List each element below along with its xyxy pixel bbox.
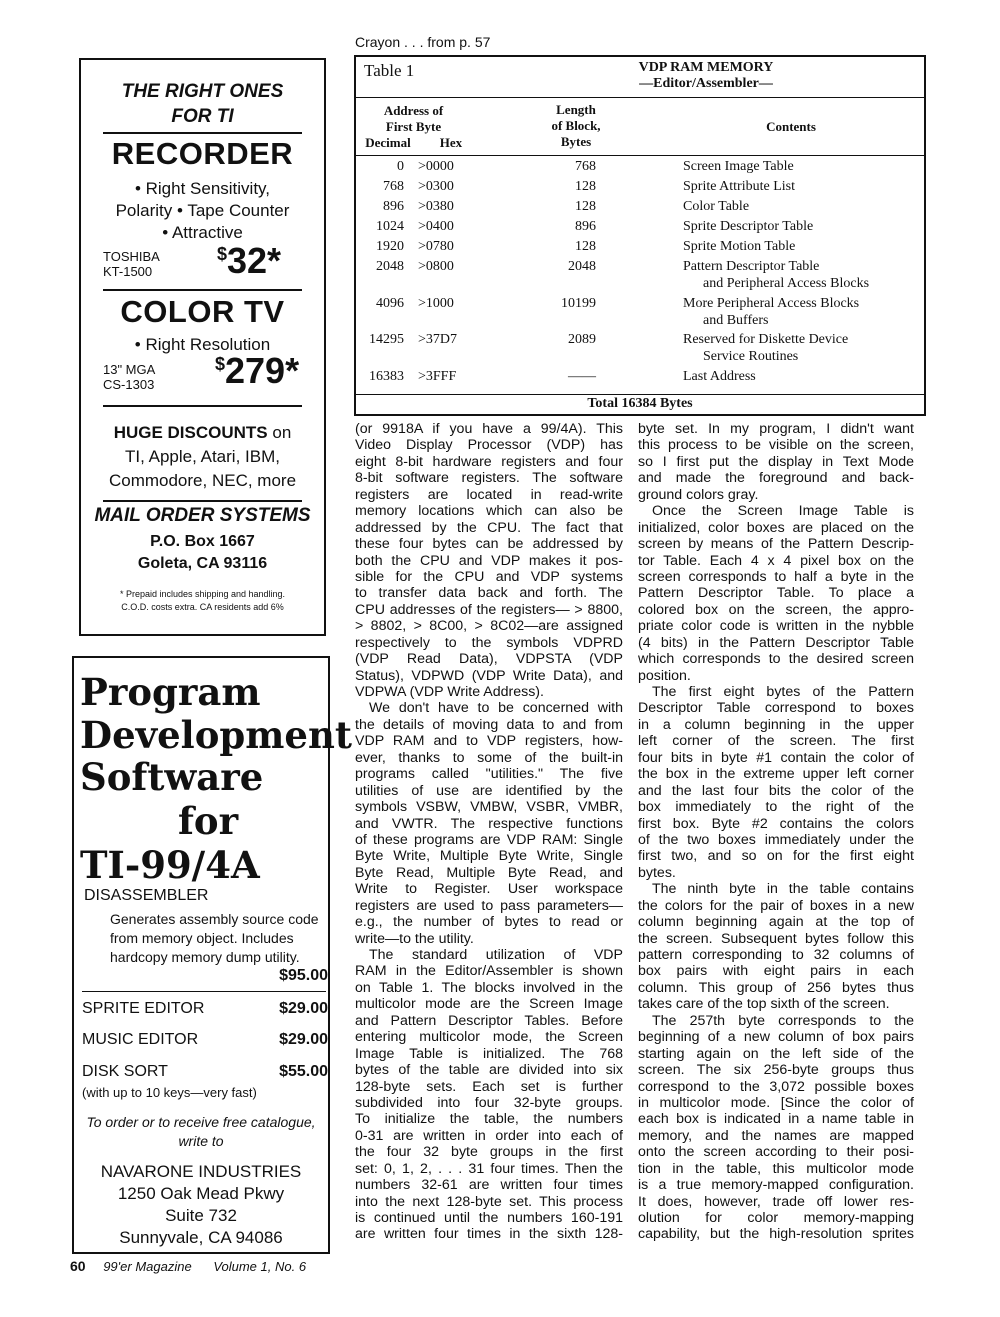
ad-headline-program: Program xyxy=(80,670,261,714)
text-line: in a column beginning in the upper xyxy=(638,716,914,733)
text-line: registers are used to pass parameters— xyxy=(355,897,623,914)
text-line: box immediately to the right of the xyxy=(638,799,914,816)
text-line: eight 8-bit hardware registers and four xyxy=(355,453,623,470)
row-decimal: 1024 xyxy=(376,219,404,234)
text-line: beginning of a new column of box pairs xyxy=(638,1029,914,1046)
text-line: Write to Register. User workspace xyxy=(355,881,623,898)
text-line: colored box on the screen, the appro- xyxy=(638,601,914,618)
tv-feature: • Right Resolution xyxy=(134,335,271,354)
text-line: bytes of the table are divided into six xyxy=(355,1062,623,1079)
text-line: symbols VSBW, VMBW, VSBR, VMBR, xyxy=(355,799,623,816)
text-line: The standard utilization of VDP xyxy=(369,947,623,963)
text-line: byte set. In my program, I didn't want xyxy=(638,421,914,437)
text-line: of these programs are VDP RAM: Single xyxy=(355,831,623,848)
disassembler-description: Generates assembly source code from memory object. Includes hardcopy memory dump utility. xyxy=(110,911,319,965)
text-line: subdivided into four 32-byte groups. xyxy=(355,1094,623,1111)
tv-model: 13" MGA CS-1303 xyxy=(103,362,156,392)
row-decimal: 1920 xyxy=(376,239,404,254)
text-line: write—to the utility. xyxy=(355,930,474,947)
text-line: tion in the table, this multicolor mode xyxy=(638,1160,914,1177)
table-rule xyxy=(356,155,924,156)
row-length: 768 xyxy=(575,159,596,174)
row-hex: >3FFF xyxy=(418,369,457,384)
text-line: this process to be visible on the screen, xyxy=(638,437,914,454)
text-line: is a true memory-mapped configuration. xyxy=(638,1177,914,1194)
text-line: Once the Screen Image Table is xyxy=(652,503,914,520)
city-zip: Goleta, CA 93116 xyxy=(137,555,268,572)
text-line: screen. The six 256-byte groups thus xyxy=(638,1062,914,1079)
text-line: 8-bit software registers. The software xyxy=(355,470,623,487)
text-line: The first eight bytes of the Pattern xyxy=(652,684,914,700)
ad-headline-software: Software xyxy=(80,755,264,799)
text-line: priate color code is written in the nybble xyxy=(638,618,914,635)
text-line: > 8802, > 8C00, > 8C02—are assigned xyxy=(355,618,623,635)
discounts-line-1: TI, Apple, Atari, IBM, xyxy=(125,447,280,466)
ad-headline-1: THE RIGHT ONES xyxy=(121,81,284,102)
ad-headline-ti994a: TI-99/4A xyxy=(80,843,260,887)
text-line: screen corresponds to half a byte in the xyxy=(638,568,914,585)
ad-headline-development: Development xyxy=(80,713,352,757)
divider xyxy=(103,289,302,291)
text-line: the screen. Subsequent bytes follow this xyxy=(638,930,914,947)
text-line: The 257th byte corresponds to the xyxy=(652,1012,914,1029)
order-line-1: To order or to receive free catalogue, xyxy=(86,1114,316,1130)
header-length: Length of Block, Bytes xyxy=(551,102,601,149)
text-line: both the CPU and VDP makes it pos- xyxy=(355,552,623,569)
text-line: of the two boxes immediately under the xyxy=(638,831,914,848)
row-decimal: 896 xyxy=(383,199,404,214)
product-music-editor: MUSIC EDITOR $29.00 xyxy=(82,1031,328,1048)
row-contents: Pattern Descriptor Table xyxy=(683,259,820,274)
row-length: 10199 xyxy=(561,296,596,311)
row-hex: >0380 xyxy=(418,199,454,214)
recorder-title: RECORDER xyxy=(111,136,294,171)
row-hex: >0800 xyxy=(418,259,454,274)
text-line: and the last four bits the color of the xyxy=(638,782,914,799)
text-line: bytes. xyxy=(638,864,676,881)
company-suite: Suite 732 xyxy=(165,1206,237,1225)
row-length: 896 xyxy=(575,219,596,234)
row-contents: Sprite Motion Table xyxy=(683,239,796,254)
recorder-price: $32* xyxy=(217,240,282,281)
text-line: column beginning again at the top of xyxy=(638,914,914,931)
text-line: RAM in the Editor/Assembler is shown xyxy=(355,963,623,980)
row-hex: >0400 xyxy=(418,219,454,234)
text-line: the colors for the pair of boxes in a new xyxy=(638,897,914,914)
text-line: sible for the CPU and VDP systems xyxy=(355,568,623,585)
text-line: so I first put the display in Text Mode xyxy=(638,453,914,470)
table-title: VDP RAM MEMORY —Editor/Assembler— xyxy=(638,60,774,91)
row-contents: Last Address xyxy=(683,369,756,384)
text-line: and made the foreground and back- xyxy=(638,470,914,487)
vdp-ram-table xyxy=(354,55,926,416)
text-line: column. This group of 256 bytes thus xyxy=(638,979,914,996)
text-line: pattern corresponding to 32 columns of xyxy=(638,947,914,963)
row-contents: and Buffers xyxy=(703,313,769,328)
text-line: and VWTR. The respective functions xyxy=(355,815,623,832)
text-line: numbers 32-61 are written four times xyxy=(355,1177,623,1194)
row-contents: Screen Image Table xyxy=(683,159,794,174)
text-line: Byte Write, Multiple Byte Write, Single xyxy=(355,848,623,865)
text-line: box pairs with eight pairs in each xyxy=(638,963,914,980)
text-line: to transfer data back and forth. The xyxy=(355,585,623,602)
recorder-feature-1: • Right Sensitivity, xyxy=(134,179,271,198)
page-footer xyxy=(70,1258,324,1274)
row-length: 2048 xyxy=(568,259,596,274)
text-line: Image Table is initialized. The 768 xyxy=(355,1045,623,1062)
text-line: addressed by the CPU. The fact that xyxy=(355,519,623,536)
row-decimal: 4096 xyxy=(376,296,404,311)
row-decimal: 14295 xyxy=(369,332,404,347)
divider xyxy=(103,500,302,502)
text-line: initialized, color boxes are placed on the xyxy=(638,519,914,536)
text-line: position. xyxy=(638,667,691,684)
text-line: Byte Read, Multiple Byte Read, and xyxy=(355,864,623,881)
text-line: VDP RAM and to VDP registers, how- xyxy=(355,733,623,750)
row-hex: >0780 xyxy=(418,239,454,254)
text-line: are written four times in the sixth 128- xyxy=(355,1226,623,1243)
text-line: (VDP Read Data), VDPSTA (VDP xyxy=(355,651,623,668)
text-line: tor Table. Each 4 x 4 pixel box on the xyxy=(638,552,914,569)
row-length: 128 xyxy=(575,179,596,194)
text-line: is continued until the numbers 160-191 xyxy=(355,1210,623,1226)
ad-headline-2: FOR TI xyxy=(171,106,234,127)
text-line: It does, however, trade off lower res- xyxy=(638,1193,914,1210)
table-rule xyxy=(356,394,924,395)
text-line: olution for color memory-mapping xyxy=(638,1210,914,1226)
divider xyxy=(82,991,326,992)
product-sprite-editor: SPRITE EDITOR $29.00 xyxy=(82,1000,328,1017)
fine-print-1: * Prepaid includes shipping and handling. xyxy=(119,589,286,599)
discounts-heading: HUGE DISCOUNTS on xyxy=(113,423,292,442)
company-city: Sunnyvale, CA 94086 xyxy=(119,1228,283,1247)
text-line: these four bytes can be addressed by xyxy=(355,536,623,553)
header-hex: Hex xyxy=(439,135,463,150)
row-contents: Service Routines xyxy=(703,349,799,364)
divider xyxy=(103,132,302,134)
text-line: onto the screen according to their posi- xyxy=(638,1144,914,1161)
row-length: 128 xyxy=(575,199,596,214)
software-ad xyxy=(72,656,352,1254)
row-decimal: 16383 xyxy=(369,369,404,384)
disk-sort-note: (with up to 10 keys—very fast) xyxy=(82,1085,257,1100)
text-line: The ninth byte in the table contains xyxy=(652,881,914,898)
text-line: screen by means of the Pattern Descrip- xyxy=(638,536,914,553)
text-line: entering multicolor mode, the Screen xyxy=(355,1029,623,1046)
table-rule xyxy=(356,97,924,98)
page-number: 60 xyxy=(70,1258,86,1274)
row-hex: >0000 xyxy=(418,159,454,174)
header-contents: Contents xyxy=(766,119,816,134)
table-total: Total 16384 Bytes xyxy=(587,396,693,411)
text-line: registers are located in read-write xyxy=(355,486,623,503)
text-line: multicolor mode are the Screen Image xyxy=(355,996,623,1013)
discounts-line-2: Commodore, NEC, more xyxy=(108,471,297,490)
text-line: utilities of use are identified by the xyxy=(355,782,623,799)
order-line-2: write to xyxy=(178,1133,224,1149)
row-decimal: 2048 xyxy=(376,259,404,274)
text-line: the four 32 byte groups in the first xyxy=(355,1144,623,1161)
text-line: correspond to the 3,072 possible boxes xyxy=(638,1078,914,1095)
ad-headline-for: for xyxy=(178,799,239,843)
text-line: We don't have to be concerned with xyxy=(369,700,623,717)
row-contents: Sprite Attribute List xyxy=(683,179,795,194)
tv-price: $279* xyxy=(215,350,300,391)
row-contents: Color Table xyxy=(683,199,750,214)
row-hex: >37D7 xyxy=(418,332,458,347)
text-line: (4 bits) in the Pattern Descriptor Table xyxy=(638,634,914,651)
text-line: (or 9918A if you have a 99/4A). This xyxy=(355,421,623,437)
text-line: CPU addresses of the registers— > 8800, xyxy=(355,601,623,618)
row-length: 128 xyxy=(575,239,596,254)
text-line: ground colors gray. xyxy=(638,486,759,503)
text-line: memory, and the names are mapped xyxy=(638,1127,914,1144)
text-line: To initialize the table, the numbers xyxy=(355,1111,623,1128)
disassembler-price: $95.00 xyxy=(279,967,328,984)
text-line: ever, thanks to some of the built-in xyxy=(355,749,623,766)
row-decimal: 0 xyxy=(397,159,404,174)
po-box: P.O. Box 1667 xyxy=(150,533,255,550)
text-line: takes care of the top sixth of the screen. xyxy=(638,996,890,1013)
text-line: Status), VDPWD (VDP Write Data), and xyxy=(355,667,623,684)
text-line: into the next 128-byte set. This process xyxy=(355,1193,623,1210)
text-line: each box is indicated in a name table in xyxy=(638,1111,914,1128)
fine-print-2: C.O.D. costs extra. CA residents add 6% xyxy=(121,602,284,612)
row-decimal: 768 xyxy=(383,179,404,194)
text-line: first box. Byte #2 contains the colors xyxy=(638,815,914,832)
row-contents: and Peripheral Access Blocks xyxy=(703,276,870,291)
text-line: VDPWA (VDP Write Address). xyxy=(355,684,544,700)
company-name: NAVARONE INDUSTRIES xyxy=(100,1162,302,1181)
divider xyxy=(103,405,302,407)
text-line: Video Display Processor (VDP) has xyxy=(355,437,623,454)
text-line: memory locations which can also be xyxy=(355,503,623,520)
article-column-2 xyxy=(638,421,914,1243)
text-line: first two, and so on for the first eight xyxy=(638,848,914,865)
recorder-feature-2: Polarity • Tape Counter xyxy=(115,201,290,220)
text-line: 0-31 are written in order into each of xyxy=(355,1127,623,1144)
article-column-1 xyxy=(355,421,623,1243)
text-line: 128-byte sets. Each set is further xyxy=(355,1078,623,1095)
header-decimal: Decimal xyxy=(365,135,411,150)
volume-info: Volume 1, No. 6 xyxy=(213,1259,307,1274)
text-line: the details of moving data to and from xyxy=(355,716,623,733)
text-line: and Pattern Descriptor Tables. Before xyxy=(355,1012,623,1029)
tv-title: COLOR TV xyxy=(120,294,285,329)
company-street: 1250 Oak Mead Pkwy xyxy=(117,1184,285,1203)
text-line: which corresponds to the desired screen xyxy=(638,651,914,668)
header-address: Address of First Byte xyxy=(383,103,444,134)
mail-order-name: MAIL ORDER SYSTEMS xyxy=(94,505,311,526)
text-line: left corner of the screen. The first xyxy=(638,733,914,750)
continued-from: Crayon . . . from p. 57 xyxy=(355,34,491,50)
recorder-tv-ad xyxy=(79,58,326,636)
product-disassembler: DISASSEMBLER xyxy=(84,887,209,904)
text-line: Pattern Descriptor Table. To place a xyxy=(638,585,914,602)
text-line: on Table 1. The blocks involved in the xyxy=(355,979,623,996)
text-line: respectively to the symbols VDPRD xyxy=(355,634,623,651)
product-disk-sort: DISK SORT $55.00 xyxy=(82,1063,328,1080)
row-contents: Sprite Descriptor Table xyxy=(683,219,814,234)
row-contents: Reserved for Diskette Device xyxy=(683,332,849,347)
text-line: in multicolor mode. [Since the color of xyxy=(638,1094,914,1111)
recorder-feature-3: • Attractive xyxy=(162,223,243,242)
row-length: —— xyxy=(568,369,596,384)
table-caption: Table 1 xyxy=(364,61,415,80)
text-line: capability, but the high-resolution sprites xyxy=(638,1226,914,1243)
text-line: four bits in byte #1 contain the color of xyxy=(638,749,914,766)
text-line: set: 0, 1, 2, . . . 31 four times. Then the xyxy=(355,1160,623,1177)
row-hex: >0300 xyxy=(418,179,454,194)
text-line: programs called "utilities." The five xyxy=(355,766,623,783)
text-line: the box in the extreme upper left corner xyxy=(638,766,914,783)
row-contents: More Peripheral Access Blocks xyxy=(683,296,860,311)
row-length: 2089 xyxy=(568,332,596,347)
magazine-name: 99'er Magazine xyxy=(103,1259,192,1274)
text-line: Descriptor Table correspond to boxes xyxy=(638,700,914,717)
recorder-model: TOSHIBA KT-1500 xyxy=(103,249,160,279)
row-hex: >1000 xyxy=(418,296,454,311)
text-line: starting again on the left side of the xyxy=(638,1045,914,1062)
text-line: e.g., the number of bytes to read or xyxy=(355,914,623,931)
